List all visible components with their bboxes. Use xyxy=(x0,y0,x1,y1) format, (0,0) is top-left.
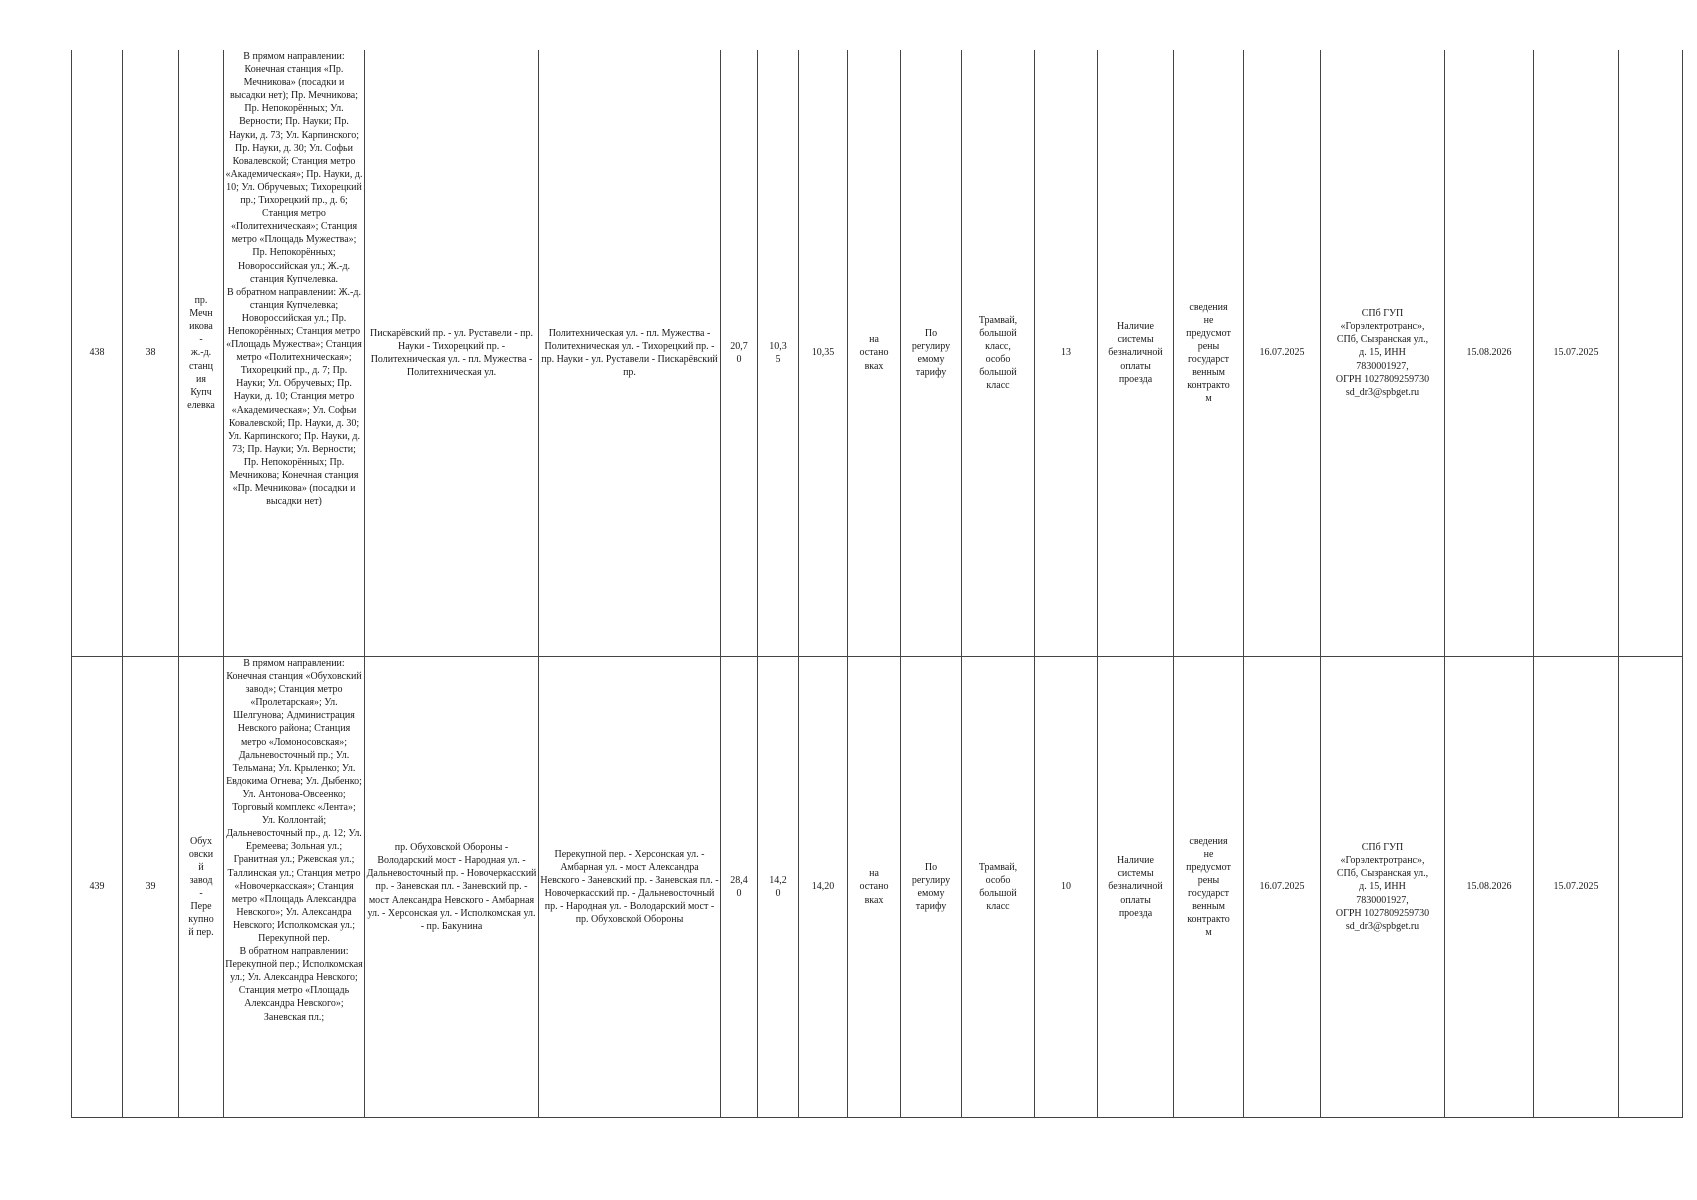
date-registered: 15.07.2025 xyxy=(1534,50,1619,657)
vehicle-class: Трамвай, большой класс, особо большой класс xyxy=(962,50,1035,657)
tariff-type: По регулиру емому тарифу xyxy=(901,657,962,1118)
route-number: 39 xyxy=(123,657,179,1118)
carrier-info: СПб ГУП «Горэлектротранс», СПб, Сызранская ул., д. 15, ИНН 7830001927, ОГРН 1027809259730 sd_dr3@spbget.ru xyxy=(1321,50,1445,657)
date-end: 15.08.2026 xyxy=(1445,657,1534,1118)
streets-forward: пр. Обуховской Обороны - Володарский мост - Народная ул. - Дальневосточный пр. - Новочеркасский пр. - Заневская пл. - Заневский пр. - мост Александра Невского - Амбарная ул. - Херсонская ул. - Исполкомская ул. - пр. Бакунина xyxy=(365,657,539,1118)
date-registered: 15.07.2025 xyxy=(1534,657,1619,1118)
length-total: 14,20 xyxy=(799,657,848,1118)
length-forward: 20,7 0 xyxy=(721,50,758,657)
date-start: 16.07.2025 xyxy=(1244,657,1321,1118)
payment-characteristics: Наличие системы безналичной оплаты проезда xyxy=(1098,50,1174,657)
table-row xyxy=(72,50,1683,657)
vehicle-count: 10 xyxy=(1035,657,1098,1118)
contract-info: сведения не предусмот рены государст венным контракто м xyxy=(1174,657,1244,1118)
vehicle-count: 13 xyxy=(1035,50,1098,657)
carrier-info: СПб ГУП «Горэлектротранс», СПб, Сызранская ул., д. 15, ИНН 7830001927, ОГРН 1027809259730 sd_dr3@spbget.ru xyxy=(1321,657,1445,1118)
route-name: Обух овски й завод - Пере купно й пер. xyxy=(179,657,224,1118)
streets-backward: Перекупной пер. - Херсонская ул. - Амбарная ул. - мост Александра Невского - Заневский пр. - Заневская пл. - Новочеркасский пр. - Дальневосточный пр. - Народная ул. - Володарский мост - пр. Обуховской Обороны xyxy=(539,657,721,1118)
empty-cell xyxy=(1619,657,1683,1118)
route-stops: В прямом направлении: Конечная станция «Пр. Мечникова» (посадки и высадки нет); Пр. Мечникова; Пр. Непокорённых; Ул. Верности; Пр. Науки; Пр. Науки, д. 73; Ул. Карпинского; Пр. Науки, д. 30; Ул. Софьи Ковалевской; Станция метро «Академическая»; Пр. Науки, д. 10; Ул. Обручевых; Тихорецкий пр.; Тихорецкий пр., д. 6; Станция метро «Политехническая»; Станция метро «Площадь Мужества»; Пр. Непокорённых; Новороссийская ул.; Ж.-д. станция Купчелевка. В обратном направлении: Ж.-д. станция Купчелевка; Новороссийская ул.; Пр. Непокорённых; Станция метро «Площадь Мужества»; Станция метро «Политехническая»; Тихорецкий пр., д. 7; Пр. Науки; Ул. Обручевых; Пр. Науки, д. 10; Станция метро «Академическая»; Ул. Софьи Ковалевской; Пр. Науки, д. 30; Ул. Карпинского; Пр. Науки, д. 73; Пр. Науки; Ул. Верности; Пр. Непокорённых; Пр. Мечникова; Конечная станция «Пр. Мечникова» (посадки и высадки нет) xyxy=(224,50,365,657)
stops-type: на остано вках xyxy=(848,657,901,1118)
date-end: 15.08.2026 xyxy=(1445,50,1534,657)
length-total: 10,35 xyxy=(799,50,848,657)
vehicle-class: Трамвай, особо большой класс xyxy=(962,657,1035,1118)
length-backward: 10,3 5 xyxy=(758,50,799,657)
length-forward: 28,4 0 xyxy=(721,657,758,1118)
contract-info: сведения не предусмот рены государст венным контракто м xyxy=(1174,50,1244,657)
length-backward: 14,2 0 xyxy=(758,657,799,1118)
route-registry-table xyxy=(71,50,1683,1118)
streets-forward: Пискарёвский пр. - ул. Руставели - пр. Науки - Тихорецкий пр. - Политехническая ул. - пл. Мужества - Политехническая ул. xyxy=(365,50,539,657)
row-number: 439 xyxy=(72,657,123,1118)
streets-backward: Политехническая ул. - пл. Мужества - Политехническая ул. - Тихорецкий пр. - пр. Науки - ул. Руставели - Пискарёвский пр. xyxy=(539,50,721,657)
empty-cell xyxy=(1619,50,1683,657)
payment-characteristics: Наличие системы безналичной оплаты проезда xyxy=(1098,657,1174,1118)
route-number: 38 xyxy=(123,50,179,657)
route-name: пр. Мечн икова - ж.-д. станц ия Купч елевка xyxy=(179,50,224,657)
table-row xyxy=(72,657,1683,1118)
route-stops: В прямом направлении: Конечная станция «Обуховский завод»; Станция метро «Пролетарская»; Ул. Шелгунова; Администрация Невского района; Станция метро «Ломоносовская»; Дальневосточный пр.; Ул. Тельмана; Ул. Крыленко; Ул. Евдокима Огнева; Ул. Дыбенко; Ул. Антонова-Овсеенко; Торговый комплекс «Лента»; Ул. Коллонтай; Дальневосточный пр., д. 12; Ул. Еремеева; Зольная ул.; Гранитная ул.; Ржевская ул.; Таллинская ул.; Станция метро «Новочеркасская»; Станция метро «Площадь Александра Невского»; Ул. Александра Невского; Исполкомская ул.; Перекупной пер. В обратном направлении: Перекупной пер.; Исполкомская ул.; Ул. Александра Невского; Станция метро «Площадь Александра Невского»; Заневская пл.; xyxy=(224,657,365,1118)
tariff-type: По регулиру емому тарифу xyxy=(901,50,962,657)
date-start: 16.07.2025 xyxy=(1244,50,1321,657)
stops-type: на остано вках xyxy=(848,50,901,657)
row-number: 438 xyxy=(72,50,123,657)
